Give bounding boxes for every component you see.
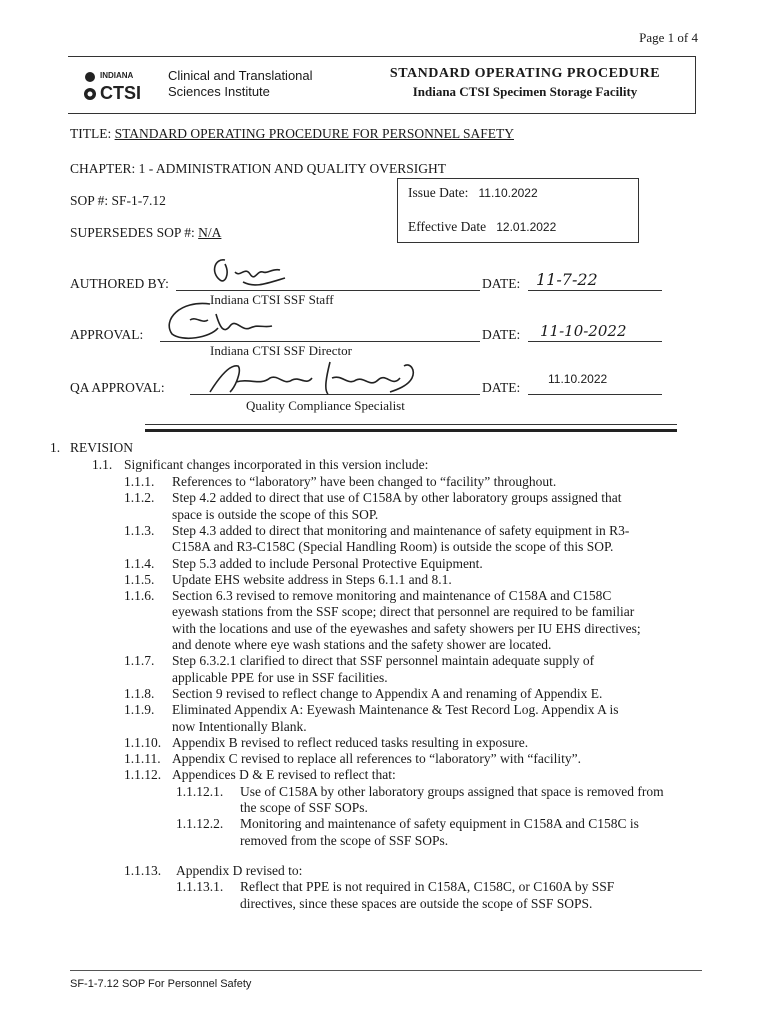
effective-date-value: 12.01.2022 [496,220,557,234]
page-number: Page 1 of 4 [639,30,698,45]
qa-signature [200,356,440,400]
issue-date-row [408,185,538,201]
title-line [70,126,514,142]
revision-item-text: References to “laboratory” have been changed to “facility” throughout. [172,474,557,489]
revision-heading-number: 1. [50,440,61,455]
sop-header-title [380,66,670,100]
revision-item-number: 1.1.4. [124,555,155,571]
logo-text [168,68,313,100]
dates-box [397,178,639,243]
divider-thick [145,429,677,432]
revision-item-text: Appendix B revised to reflect reduced tasks resulting in exposure. [172,734,529,750]
revision-subitem-text: removed from the scope of SSF SOPs. [240,832,449,848]
revision-item-text: Appendix C revised to replace all references to “laboratory” with “facility”. [172,751,581,767]
revision-item-number: 1.1.6. [124,588,155,604]
revision-item-number: 1.1.5. [124,571,155,587]
revision-item-text: Step 4.3 added to direct that monitoring and maintenance of safety equipment in R3- [172,522,630,538]
authored-date-value: 11-7-22 [536,270,598,289]
sop-number-line [70,193,166,209]
revision-item-number: 1.1.13. [124,862,162,878]
authored-date-label: DATE: [482,276,521,291]
revision-item-number: 1.1.7. [124,653,155,669]
issue-date-value: 11.10.2022 [478,186,538,200]
revision-subitem-text: Use of C158A by other laboratory groups assigned that space is removed from [240,783,664,799]
qa-approval-label: QA APPROVAL: [70,380,165,395]
approval-date-line [528,341,662,342]
revision-subitem-number: 1.1.12.2. [176,816,224,832]
revision-sub-number: 1.1. [92,457,113,472]
approval-date-label: DATE: [482,327,521,342]
revision-item-text: Appendix D revised to: [176,862,303,878]
sop-number-value: SF-1-7.12 [111,193,166,208]
logo-line-1: Clinical and Translational [168,68,313,83]
chapter-line: CHAPTER: 1 - ADMINISTRATION AND QUALITY OVERSIGHT [70,161,446,176]
revision-item-text: Eliminated Appendix A: Eyewash Maintenance & Test Record Log. Appendix A is [172,702,619,718]
title-value: STANDARD OPERATING PROCEDURE FOR PERSONNEL SAFETY [114,126,514,141]
ctsi-logo [82,66,162,106]
header-divider [68,113,696,114]
revision-item-text: Update EHS website address in Steps 6.1.1 and 8.1. [172,571,452,587]
approval-date-value: 11-10-2022 [540,322,627,340]
qa-date-value: 11.10.2022 [548,372,608,386]
revision-item-text: space is outside the scope of this SOP. [172,506,379,522]
revision-item-number: 1.1.9. [124,702,155,718]
revision-item-text: Section 9 revised to reflect change to Appendix A and renaming of Appendix E. [172,685,603,701]
revision-item-text: with the locations and use of the eyewashes and safety showers per IU EHS directives; [172,620,641,636]
revision-item-number: 1.1.12. [124,767,162,783]
footer-text: SF-1-7.12 SOP For Personnel Safety [70,978,252,990]
revision-sub-text: Significant changes incorporated in this version include: [124,457,429,472]
approval-sub: Indiana CTSI SSF Director [210,343,352,358]
issue-date-label: Issue Date: [408,185,469,200]
revision-item-text: Appendices D & E revised to reflect that: [172,767,396,783]
approval-signature [160,298,300,346]
revision-item-number: 1.1.2. [124,490,155,506]
qa-date-label: DATE: [482,380,521,395]
revision-item-text: Step 4.2 added to direct that use of C158A by other laboratory groups assigned that [172,490,622,506]
revision-item-number: 1.1.11. [124,751,161,767]
effective-date-label: Effective Date [408,219,487,234]
revision-item-text: Step 6.3.2.1 clarified to direct that SSF personnel maintain adequate supply of [172,653,595,669]
revision-subitem-text: Reflect that PPE is not required in C158A, C158C, or C160A by SSF [240,879,615,895]
revision-item-number: 1.1.3. [124,522,155,538]
revision-subitem-number: 1.1.12.1. [176,783,224,799]
qa-sub: Quality Compliance Specialist [246,398,405,413]
revision-item-text: applicable PPE for use in SSF facilities. [172,669,388,685]
authored-signature [195,252,305,292]
title-label: TITLE: [70,126,112,141]
revision-item-text: eyewash stations from the SSF scope; direct that personnel are required to be familiar [172,604,635,620]
revision-item-text: and denote where eye wash stations and the safety shower are located. [172,637,552,652]
authored-date-line [528,290,662,291]
revision-subitem-text: Monitoring and maintenance of safety equipment in C158A and C158C is [240,816,639,832]
sop-header-line-2: Indiana CTSI Specimen Storage Facility [412,84,638,99]
authored-label: AUTHORED BY: [70,276,169,291]
authored-sub: Indiana CTSI SSF Staff [210,292,334,307]
logo-line-2: Sciences Institute [168,84,270,99]
revision-subitem-text: directives, since these spaces are outside the scope of SSF SOPS. [240,895,593,911]
effective-date-row [408,219,556,235]
supersedes-line [70,225,221,241]
revision-item-number: 1.1.8. [124,685,155,701]
qa-date-line [528,394,662,395]
revision-item-text: now Intentionally Blank. [172,718,307,734]
approval-label: APPROVAL: [70,327,144,342]
revision-heading: REVISION [70,440,133,455]
revision-subitem-number: 1.1.13.1. [176,879,224,895]
revision-item-text: Section 6.3 revised to remove monitoring and maintenance of C158A and C158C [172,588,612,604]
revision-item-text: C158A and R3-C158C (Special Handling Room) is outside the scope of this SOP. [172,539,614,555]
logo-mark: CTSI [100,83,142,103]
revision-subitem-text: the scope of SSF SOPs. [240,800,368,815]
footer-divider [70,970,702,971]
revision-item-text: Step 5.3 added to include Personal Protective Equipment. [172,555,483,571]
supersedes-label: SUPERSEDES SOP #: [70,225,195,240]
revision-item-number: 1.1.1. [124,474,155,489]
sop-number-label: SOP #: [70,193,109,208]
logo-mark-top: INDIANA [100,71,134,80]
supersedes-value: N/A [198,225,222,240]
revision-item-number: 1.1.10. [124,734,162,750]
divider-thin [145,424,677,425]
sop-header-line-1: STANDARD OPERATING PROCEDURE [389,66,661,81]
